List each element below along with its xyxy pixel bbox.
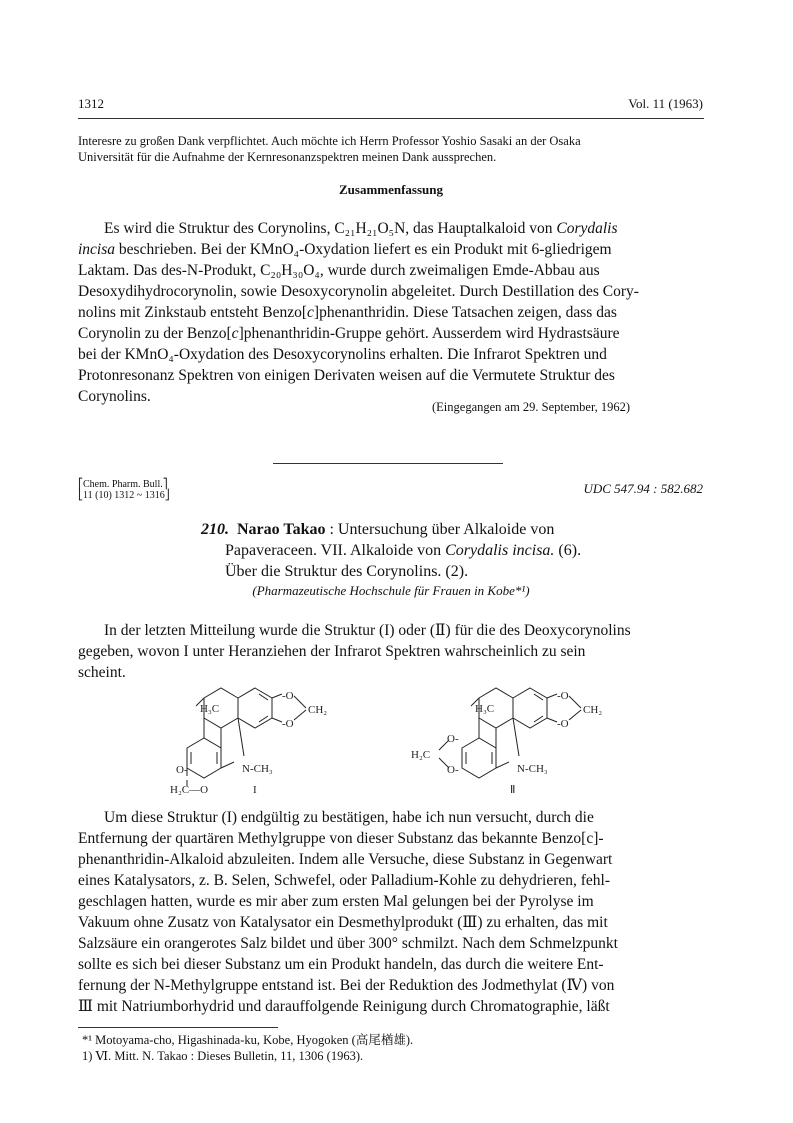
- para2-line-7: Salzsäure ein orangerotes Salz bildet und über 300° schmilzt. Nach dem Schmelzpunkt: [78, 935, 618, 952]
- para2-line-4: eines Katalysators, z. B. Selen, Schwefel, oder Palladium-Kohle zu dehydrieren, fehl-: [78, 872, 610, 889]
- para2-line-2: Entfernung der quartären Methylgruppe von dieser Substanz das bekannte Benzo[c]-: [78, 830, 604, 847]
- struct2-h3c: H₃C: [475, 703, 495, 715]
- article-title-block: [201, 519, 621, 582]
- struct1-ch2: CH₂: [308, 704, 328, 716]
- footnote-rule: [78, 1027, 278, 1028]
- paragraph-2: [78, 807, 704, 1017]
- footnote-1: *¹ Motoyama-cho, Higashinada-ku, Kobe, Hyogoken (高尾楢雄).: [82, 1033, 414, 1047]
- para2-line-9: fernung der N-Methylgruppe entstand ist. Bei der Reduktion des Jodmethylat (Ⅳ) von: [78, 977, 615, 994]
- page-number: 1312: [78, 96, 104, 111]
- para2-line-8: sollte es sich bei dieser Substanz um ein Produkt handeln, das durch die weitere Ent-: [78, 956, 604, 973]
- previous-article-tail: [78, 133, 708, 165]
- summary-text: [78, 218, 704, 407]
- citation-ref: ⎣11 (10) 1312 ~ 1316⎦: [78, 490, 170, 501]
- tail-line-2: Universität für die Aufnahme der Kernresonanzspektren meinen Dank aussprechen.: [78, 150, 497, 164]
- para1-line-1: In der letzten Mitteilung wurde die Struktur (I) oder (Ⅱ) für die des Deoxycorynolins: [104, 622, 631, 639]
- struct2-o-bottom: -O: [557, 718, 569, 730]
- struct1-o-bottom: -O: [282, 718, 294, 730]
- struct1-o-left: O-: [176, 764, 188, 776]
- struct1-h3c: H₃C: [200, 703, 220, 715]
- summary-heading: Zusammenfassung: [338, 182, 444, 197]
- section-divider: [273, 463, 503, 464]
- affiliation: (Pharmazeutische Hochschule für Frauen in Kobe*¹): [252, 583, 530, 598]
- summary-line-7: bei der KMnO₄-Oxydation des Desoxycorynolins erhalten. Die Infrarot Spektren und: [78, 346, 607, 363]
- summary-line-8: Protonresonanz Spektren von einigen Derivaten weisen auf die Vermutete Struktur des: [78, 367, 615, 384]
- structure-I-diagram: [160, 680, 380, 800]
- header-rule: [78, 118, 704, 119]
- paragraph-1: [78, 620, 704, 683]
- struct2-o-upper: O-: [447, 733, 459, 745]
- para1-line-3: scheint.: [78, 664, 126, 681]
- struct1-o-top: -O: [282, 690, 294, 702]
- para2-line-6: Vakuum ohne Zusatz von Katalysator ein Desmethylprodukt (Ⅲ) zu erhalten, das mit: [78, 914, 608, 931]
- summary-line-5: nolins mit Zinkstaub entsteht Benzo[c]phenanthridin. Diese Tatsachen zeigen, dass das: [78, 304, 617, 321]
- summary-line-1: Es wird die Struktur des Corynolins, C₂₁H₂₁O₅N, das Hauptalkaloid von Corydalis: [104, 220, 618, 237]
- para1-line-2: gegeben, wovon I unter Heranziehen der Infrarot Spektren wahrscheinlich zu sein: [78, 643, 586, 660]
- struct1-h2c: H₂C—O: [170, 784, 209, 796]
- structure-II-diagram: [405, 680, 635, 800]
- struct2-nch3: N-CH₃: [517, 763, 548, 775]
- udc-code: UDC 547.94 : 582.682: [583, 481, 703, 496]
- para2-line-3: phenanthridin-Alkaloid abzuleiten. Indem alle Versuche, diese Substanz in Gegenwart: [78, 851, 613, 868]
- summary-line-6: Corynolin zu der Benzo[c]phenanthridin-Gruppe gehört. Ausserdem wird Hydrastsäure: [78, 325, 620, 342]
- title-line-3: Über die Struktur des Corynolins. (2).: [225, 563, 469, 580]
- tail-line-1: Interesre zu großen Dank verpflichtet. Auch möchte ich Herrn Professor Yoshio Sasaki an der Osaka: [78, 134, 581, 148]
- struct2-label: Ⅱ: [510, 784, 516, 796]
- summary-line-3: Laktam. Das des-N-Produkt, C₂₀H₃₀O₄, wurde durch zweimaligen Emde-Abbau aus: [78, 262, 600, 279]
- summary-line-4: Desoxydihydrocorynolin, sowie Desoxycorynolin abgeleitet. Durch Destillation des Cory-: [78, 283, 639, 300]
- struct2-o-lower: O-: [447, 764, 459, 776]
- received-date: (Eingegangen am 29. September, 1962): [432, 400, 631, 414]
- journal-citation: [78, 479, 170, 501]
- para2-line-5: geschlagen hatten, wurde es mir aber zum ersten Mal gelungen bei der Pyrolyse im: [78, 893, 594, 910]
- para2-line-1: Um diese Struktur (I) endgültig zu bestätigen, habe ich nun versucht, durch die: [104, 809, 594, 826]
- struct1-nch3: N-CH₃: [242, 763, 273, 775]
- struct2-h2c: H₂C: [411, 749, 431, 761]
- struct2-ch2: CH₂: [583, 704, 603, 716]
- volume-info: Vol. 11 (1963): [628, 96, 703, 111]
- struct1-label: I: [253, 784, 257, 796]
- summary-line-2: incisa beschrieben. Bei der KMnO₄-Oxydation liefert es ein Produkt mit 6-gliedrigem: [78, 241, 612, 258]
- para2-line-10: Ⅲ mit Natriumborhydrid und darauffolgende Reinigung durch Chromatographie, läßt: [78, 998, 610, 1015]
- footnotes: [82, 1032, 413, 1064]
- title-line-2: Papaveraceen. VII. Alkaloide von Corydalis incisa. (6).: [225, 542, 582, 559]
- title-line-1: 210. Narao Takao : Untersuchung über Alkaloide von: [201, 521, 555, 538]
- summary-line-9: Corynolins.: [78, 388, 151, 405]
- citation-journal: ⎡Chem. Pharm. Bull.⎤: [78, 479, 168, 490]
- struct2-o-top: -O: [557, 690, 569, 702]
- footnote-2: 1) Ⅵ. Mitt. N. Takao : Dieses Bulletin, 11, 1306 (1963).: [82, 1049, 364, 1063]
